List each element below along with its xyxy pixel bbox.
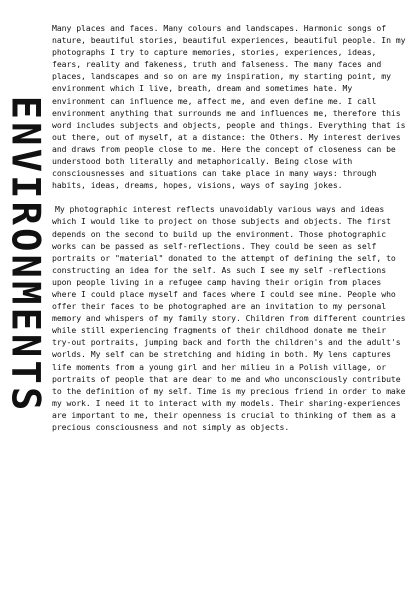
body-text — [52, 22, 408, 433]
page-title: ENVIRONMENTS — [2, 95, 48, 413]
vertical-title-container — [2, 34, 48, 474]
paragraph-2: My photographic interest reflects unavoidably various ways and ideas which I would like to project on those subjects and objects. The first depends on the second to build up the environment. Those photographic works can be passed as self-reflections. They could be seen as self portraits or "material" donated to the attempt of defining the self, to constructing an idea for the self. As such I see my self -reflections upon people living in a refugee camp having their origin from places where I could place myself and faces where I could see mine. People who offer their faces to be photographed are an invitation to my personal memory and whispers of my family story. Children from different countries while still experiencing fragments of their childhood donate me their try-out portraits, jumping back and forth the children's and the adult's worlds. My self can be stretching and hiding in both. My lens captures life moments from a young girl and her milieu in a Polish village, or portraits of people that are dear to me and who unconsciously contribute to the definition of my self. Time is my precious friend in order to make my work. I need it to interact with my models. Their sharing-experiences are important to me, their openness is crucial to thinking of them as a precious consciousness and not simply as objects. — [52, 204, 406, 432]
paragraph-1: Many places and faces. Many colours and landscapes. Harmonic songs of nature, beautiful stories, beautiful experiences, beautiful people. In my photographs I try to capture memories, stories, experiences, ideas, fears, reality and fakeness, truth and falseness. The many faces and places, landscapes and so on are my inspiration, my starting point, my environment which I live, breath, dream and sometimes hate. My environment can influence me, affect me, and even define me. I call environment anything that surrounds me and influences me, therefore this word includes subjects and objects, people and things. Everything that is out there, out of myself, at a distance: the Others. My interest derives and draws from people close to me. Here the concept of closeness can be understood both literally and metaphorically. Being close with consciousnesses and situations can take place in many ways: through habits, ideas, dreams, hopes, visions, ways of saying jokes. — [52, 23, 406, 191]
